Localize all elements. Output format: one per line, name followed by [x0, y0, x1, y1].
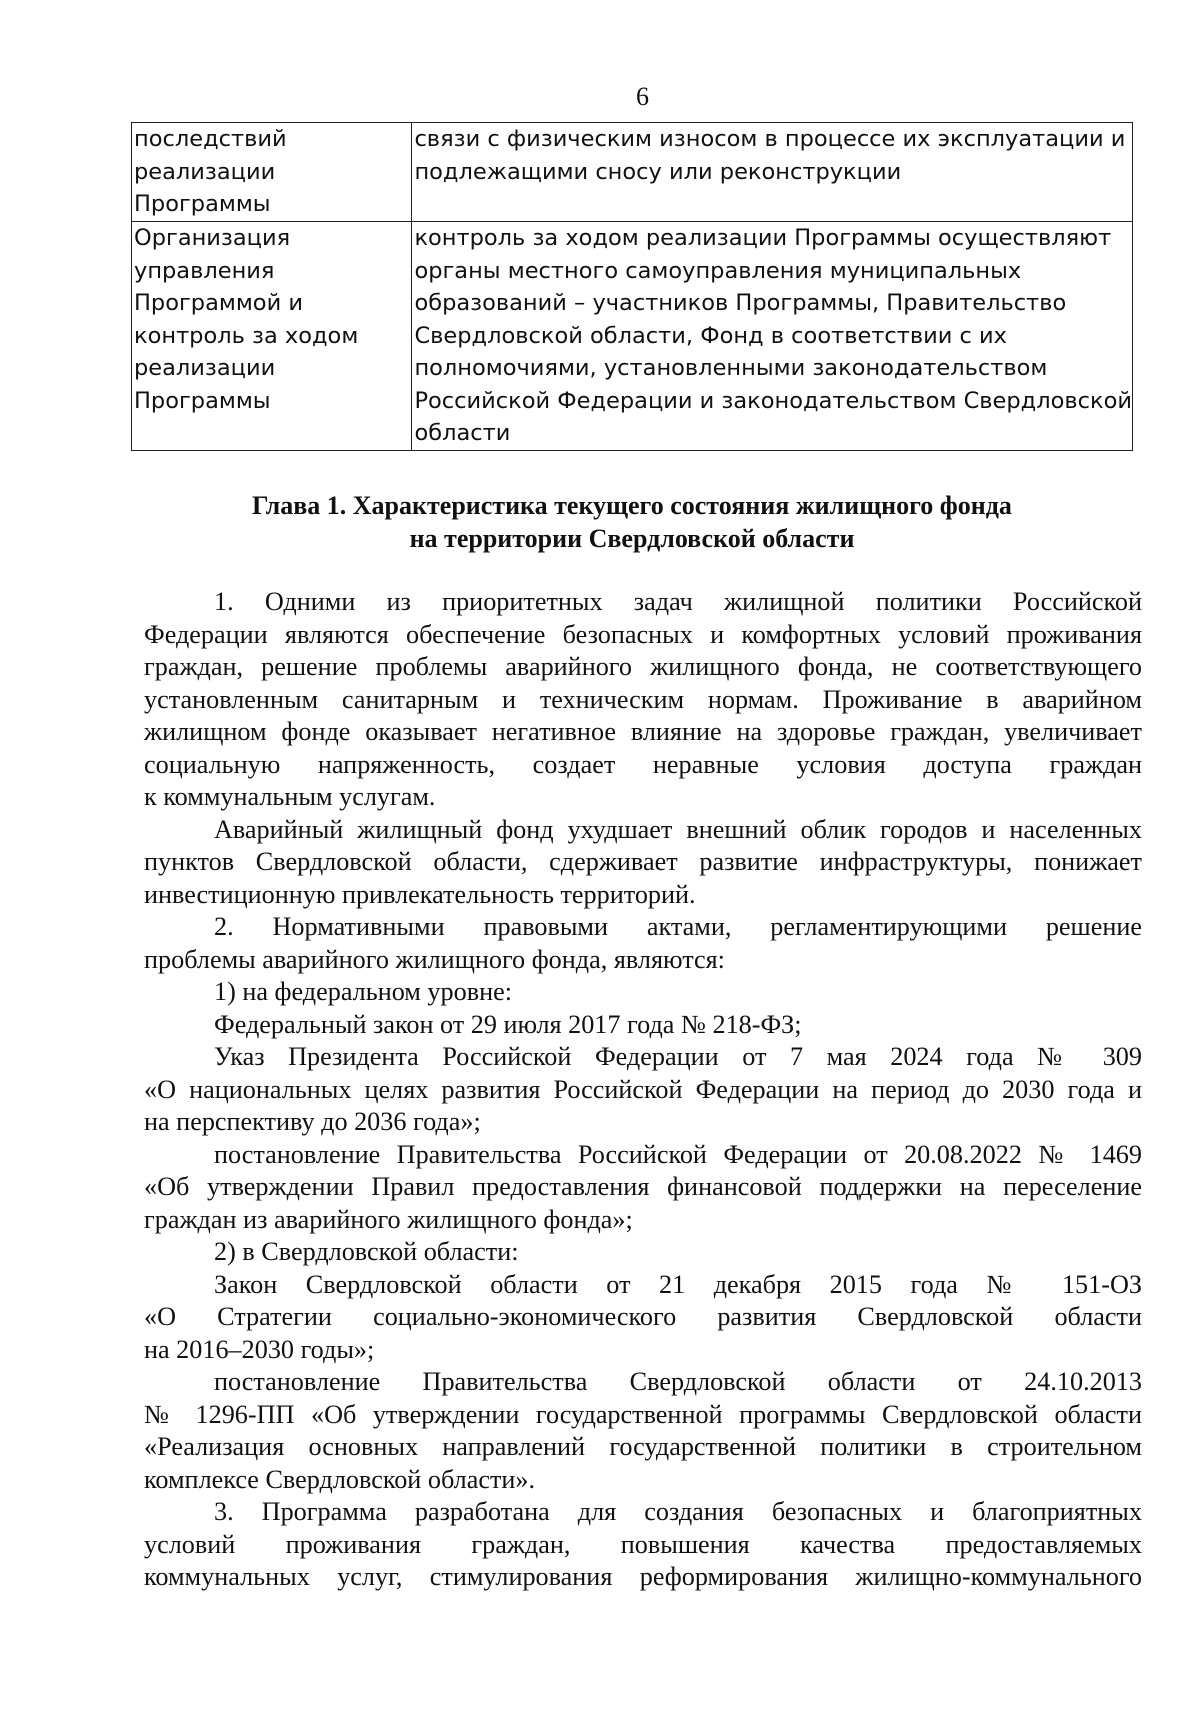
- text-line: пунктов Свердловской области, сдерживает развитие инфраструктуры, понижает: [144, 847, 1142, 876]
- cell-line: Свердловской области, Фонд в соответствии с их: [414, 322, 1007, 349]
- text-line: на 2016–2030 годы»;: [144, 1334, 375, 1364]
- cell-line: последствий: [134, 126, 287, 152]
- text-line: «Реализация основных направлений государственной политики в строительном: [144, 1432, 1142, 1461]
- cell-line: связи с физическим износом в процессе их эксплуатации и: [414, 126, 1126, 152]
- table-cell-value: [412, 123, 1133, 222]
- page-number: 6: [636, 82, 649, 111]
- text-line: на перспективу до 2036 года»;: [144, 1107, 481, 1136]
- cell-line: органы местного самоуправления муниципальных: [414, 257, 1022, 284]
- text-line: 3. Программа разработана для создания безопасных и благоприятных: [214, 1497, 1142, 1526]
- cell-line: области: [414, 420, 511, 446]
- text-line: коммунальных услуг, стимулирования реформирования жилищно-коммунального: [144, 1562, 1142, 1591]
- text-line: «Об утверждении Правил предоставления финансовой поддержки на переселение: [144, 1172, 1142, 1201]
- cell-line: контроль за ходом: [134, 322, 359, 349]
- cell-line: реализации: [134, 355, 276, 381]
- text-line: граждан из аварийного жилищного фонда»;: [144, 1204, 633, 1234]
- cell-line: Программы: [134, 191, 271, 217]
- text-line: Закон Свердловской области от 21 декабря 2015 года № 151-ОЗ: [214, 1269, 1142, 1299]
- cell-line: образований – участников Программы, Правительство: [414, 290, 1067, 316]
- text-line: 2) в Свердловской области:: [214, 1237, 519, 1266]
- text-line: Указ Президента Российской Федерации от 7 мая 2024 года № 309: [214, 1042, 1142, 1071]
- table-row: [132, 123, 1133, 222]
- text-line: «О национальных целях развития Российской Федерации на период до 2030 года и: [144, 1074, 1142, 1104]
- cell-line: реализации: [134, 158, 276, 185]
- text-line: проблемы аварийного жилищного фонда, являются:: [144, 944, 725, 974]
- text-line: постановление Правительства Свердловской области от 24.10.2013: [214, 1367, 1142, 1396]
- table-cell-parameter: [132, 123, 412, 222]
- cell-line: контроль за ходом реализации Программы осуществляют: [414, 225, 1112, 251]
- text-line: № 1296-ПП «Об утверждении государственной программы Свердловской области: [144, 1399, 1142, 1429]
- text-line: жилищном фонде оказывает негативное влияние на здоровье граждан, увеличивает: [144, 717, 1142, 746]
- cell-line: полномочиями, установленными законодательством: [414, 355, 1048, 381]
- text-line: инвестиционную привлекательность территорий.: [144, 879, 696, 909]
- program-passport-table: [131, 122, 1133, 451]
- cell-line: управления: [134, 257, 275, 284]
- text-line: граждан, решение проблемы аварийного жилищного фонда, не соответствующего: [144, 652, 1142, 681]
- cell-line: Программы: [134, 387, 271, 414]
- chapter-title-line: на территории Свердловской области: [409, 523, 855, 553]
- cell-line: подлежащими сносу или реконструкции: [414, 158, 902, 185]
- text-line: Аварийный жилищный фонд ухудшает внешний облик городов и населенных: [214, 814, 1142, 844]
- cell-line: Российской Федерации и законодательством Свердловской: [414, 387, 1132, 414]
- text-line: условий проживания граждан, повышения качества предоставляемых: [144, 1529, 1142, 1559]
- table-row: [132, 222, 1133, 451]
- cell-line: Организация: [134, 225, 291, 251]
- cell-line: Программой и: [134, 290, 303, 316]
- chapter-title-line: Глава 1. Характеристика текущего состояния жилищного фонда: [252, 491, 1012, 520]
- text-line: постановление Правительства Российской Федерации от 20.08.2022 № 1469: [214, 1139, 1142, 1169]
- text-line: социальную напряженность, создает неравные условия доступа граждан: [144, 749, 1142, 779]
- text-line: «О Стратегии социально-экономического развития Свердловской области: [144, 1302, 1142, 1331]
- text-line: комплексе Свердловской области».: [144, 1464, 536, 1494]
- document-body: [144, 586, 1142, 1594]
- table-cell-value: [412, 222, 1133, 451]
- chapter-title: [131, 490, 1133, 555]
- text-line: установленным санитарным и техническим нормам. Проживание в аварийном: [144, 684, 1142, 714]
- text-line: к коммунальным услугам.: [144, 782, 436, 811]
- text-line: 2. Нормативными правовыми актами, регламентирующими решение: [214, 912, 1142, 941]
- text-line: Федеральный закон от 29 июля 2017 года № 218-ФЗ;: [214, 1009, 802, 1039]
- text-line: 1) на федеральном уровне:: [214, 977, 512, 1006]
- table-cell-parameter: [132, 222, 412, 451]
- text-line: 1. Одними из приоритетных задач жилищной политики Российской: [214, 587, 1142, 616]
- text-line: Федерации являются обеспечение безопасных и комфортных условий проживания: [144, 619, 1142, 649]
